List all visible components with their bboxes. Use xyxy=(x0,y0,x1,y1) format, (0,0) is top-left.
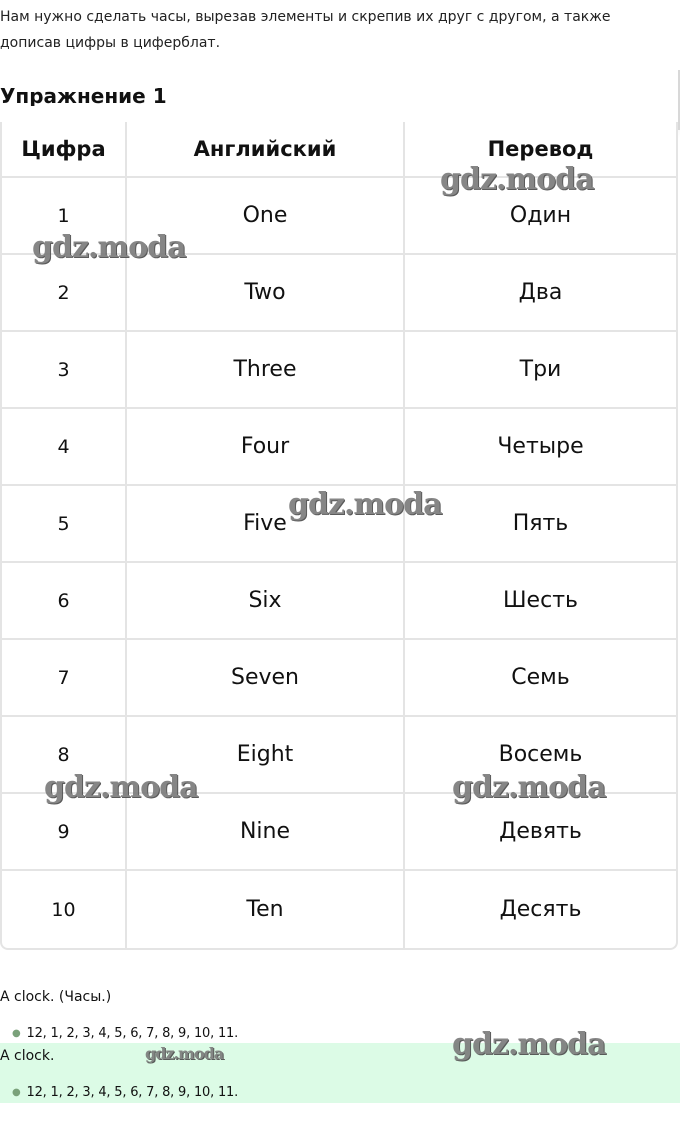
cell-digit: 7 xyxy=(2,640,127,715)
table-row xyxy=(2,640,676,717)
answer-bullet-text: 12, 1, 2, 3, 4, 5, 6, 7, 8, 9, 10, 11. xyxy=(26,1085,239,1100)
cell-digit: 8 xyxy=(2,717,127,792)
table-row xyxy=(2,871,676,948)
watermark-logo: gdz.moda xyxy=(145,1044,224,1063)
answer-line: A clock. xyxy=(0,1048,55,1064)
cell-english: Five xyxy=(127,486,405,561)
cell-digit: 2 xyxy=(2,255,127,330)
cell-digit: 6 xyxy=(2,563,127,638)
answer-line: A clock. (Часы.) xyxy=(0,989,112,1005)
watermark-logo: gdz.moda xyxy=(288,487,442,522)
bullet-icon: ● xyxy=(12,1028,21,1039)
header-digit: Цифра xyxy=(2,122,127,176)
section-heading: Упражнение 1 xyxy=(0,86,167,106)
cell-english: Four xyxy=(127,409,405,484)
watermark-logo: gdz.moda xyxy=(440,162,594,197)
cell-translation: Один xyxy=(509,203,572,228)
cell-digit: 9 xyxy=(2,794,127,869)
cell-english: Three xyxy=(127,332,405,407)
cell-digit: 4 xyxy=(2,409,127,484)
intro-text: Нам нужно сделать часы, вырезав элементы и скрепив их друг с другом, а также дописав цифры в циферблат. xyxy=(0,9,611,51)
bullet-icon: ● xyxy=(12,1087,21,1098)
cell-digit: 3 xyxy=(2,332,127,407)
header-english: Английский xyxy=(127,122,405,176)
cell-english: Ten xyxy=(127,871,405,948)
cell-english: Nine xyxy=(127,794,405,869)
answer-bullet-text: 12, 1, 2, 3, 4, 5, 6, 7, 8, 9, 10, 11. xyxy=(26,1026,239,1041)
cell-english: Two xyxy=(127,255,405,330)
cell-digit: 5 xyxy=(2,486,127,561)
cell-digit: 1 xyxy=(2,178,127,253)
cell-translation: Три xyxy=(519,357,562,382)
cell-english: Eight xyxy=(127,717,405,792)
table-row xyxy=(2,794,676,871)
cell-translation: Семь xyxy=(511,665,570,690)
cell-english: Seven xyxy=(127,640,405,715)
cell-translation: Четыре xyxy=(497,434,584,459)
table-row xyxy=(2,332,676,409)
watermark-logo: gdz.moda xyxy=(452,770,606,805)
cell-translation: Два xyxy=(518,280,563,305)
table-row xyxy=(2,563,676,640)
cell-translation: Девять xyxy=(499,819,582,844)
answer-bullet xyxy=(12,1085,238,1100)
table-row xyxy=(2,409,676,486)
answer-bullet xyxy=(12,1026,238,1041)
cell-translation: Шесть xyxy=(503,588,578,613)
cell-translation: Пять xyxy=(512,511,569,536)
cell-translation: Восемь xyxy=(498,742,583,767)
cell-digit: 10 xyxy=(2,871,127,948)
cell-english: One xyxy=(127,178,405,253)
header-translation: Перевод xyxy=(487,137,594,161)
watermark-logo: gdz.moda xyxy=(44,770,198,805)
cell-translation: Десять xyxy=(499,897,582,922)
table-row xyxy=(2,255,676,332)
cell-english: Six xyxy=(127,563,405,638)
watermark-logo: gdz.moda xyxy=(452,1027,606,1062)
watermark-logo: gdz.moda xyxy=(32,230,186,265)
